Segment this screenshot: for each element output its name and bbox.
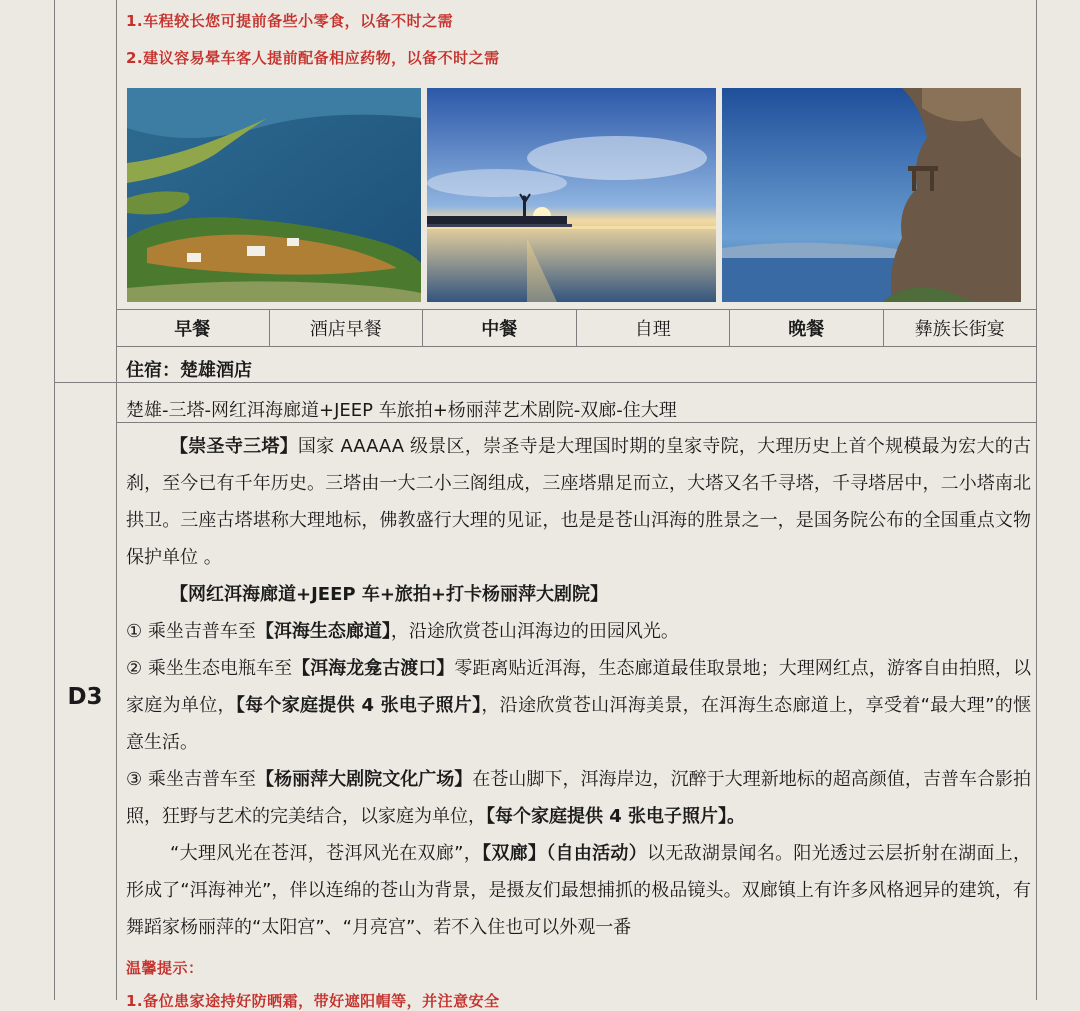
- itinerary-item-3: [126, 761, 1031, 835]
- lunch-label: 中餐: [423, 310, 577, 346]
- shuanglang-quote: “大理风光在苍洱，苍洱风光在双廊”，: [170, 843, 483, 864]
- item1-tail: ，沿途欣赏苍山洱海边的田园风光。: [390, 621, 679, 642]
- item3-text: ③ 乘坐吉普车至: [126, 769, 257, 790]
- itinerary-item-2: [126, 650, 1031, 761]
- shuanglang-title: 【双廊】（自由活动）: [482, 843, 648, 864]
- item2-mid: 零距离贴近洱海，生态廊道最佳取景地；大理网红点，游客自由拍照，以家庭为单位，: [126, 658, 1032, 716]
- table-left-border: [54, 0, 55, 1000]
- item1-highlight: 【洱海生态廊道】: [255, 621, 391, 642]
- itinerary-item-1: [126, 613, 1031, 650]
- item3-photo-note: 【每个家庭提供 4 张电子照片】。: [486, 806, 746, 827]
- day-route: 楚雄-三塔-网红洱海廊道+JEEP 车旅拍+杨丽萍艺术剧院-双廊-住大理: [126, 400, 677, 421]
- tip-motion-sickness: 2.建议容易晕车客人提前配备相应药物，以备不时之需: [126, 49, 500, 67]
- item2-photo-note: 【每个家庭提供 4 张电子照片】: [235, 695, 482, 716]
- island-lake-photo: [127, 88, 421, 302]
- meal-row: [116, 310, 1036, 346]
- item3-highlight: 【杨丽萍大剧院文化广场】: [256, 769, 473, 790]
- erhai-corridor-title: 【网红洱海廊道+JEEP 车+旅拍+打卡杨丽萍大剧院】: [170, 584, 608, 605]
- meal-row-bottom-border: [116, 346, 1036, 347]
- chongsheng-text: 国家 AAAAA 级景区，崇圣寺是大理国时期的皇家寺院，大理历史上首个规模最为宏大的古刹，至今已有千年历史。三塔由一大二小三阁组成，三座塔鼎足而立，大塔又名千寻塔，千寻塔居中，二小塔南北拱卫。三座古塔堪称大理地标，佛教盛行大理的见证，也是是苍山洱海的胜景之一，是国务院公布的全国重点文物保护单位 。: [126, 436, 1031, 568]
- lodging-info: 住宿：楚雄酒店: [126, 360, 252, 381]
- pier-sunset-photo: [427, 88, 716, 302]
- breakfast-value: 酒店早餐: [270, 310, 424, 346]
- lunch-value: 自理: [577, 310, 731, 346]
- shuanglang-paragraph: [126, 835, 1031, 946]
- warm-tips-title: 温馨提示：: [126, 959, 204, 977]
- day-divider: [54, 382, 1036, 383]
- item2-tail: ，沿途欣赏苍山洱海美景，在洱海生态廊道上，享受着“最大理”的惬意生活。: [126, 695, 1032, 753]
- day-label: D3: [67, 684, 103, 710]
- table-right-border: [1036, 0, 1037, 1000]
- shuanglang-text: 以无敌湖景闻名。阳光透过云层折射在湖面上，形成了“洱海神光”，伴以连绵的苍山为背景，是摄友们最想捕抓的极品镜头。双廊镇上有许多风格迥异的建筑，有舞蹈家杨丽萍的“太阳宫”、“月亮宫”、若不入住也可以外观一番: [126, 843, 1032, 938]
- route-divider: [116, 422, 1036, 423]
- dinner-value: 彝族长街宴: [914, 319, 1005, 340]
- chongsheng-temple-paragraph: [126, 428, 1031, 576]
- erhai-corridor-heading: [126, 576, 1031, 613]
- item2-text: ② 乘坐生态电瓶车至: [126, 658, 293, 679]
- breakfast-label: 早餐: [116, 310, 270, 346]
- item1-text: ① 乘坐吉普车至: [126, 621, 256, 642]
- dinner-label: 晚餐: [730, 310, 884, 346]
- tip-snacks: 1.车程较长您可提前备些小零食，以备不时之需: [126, 12, 454, 30]
- chongsheng-title: 【崇圣寺三塔】: [170, 436, 298, 457]
- table-col-divider: [116, 0, 117, 1000]
- item2-highlight: 【洱海龙龛古渡口】: [292, 658, 455, 679]
- cliff-pavilion-lake-photo: [722, 88, 1021, 302]
- item3-mid: 在苍山脚下，洱海岸边，沉醉于大理新地标的超高颜值，吉普车合影拍照，狂野与艺术的完美结合，以家庭为单位，: [126, 769, 1032, 827]
- warm-tip-cut: 1.备位患家途持好防晒霜，带好遮阳帽等，并注意安全: [126, 992, 500, 1010]
